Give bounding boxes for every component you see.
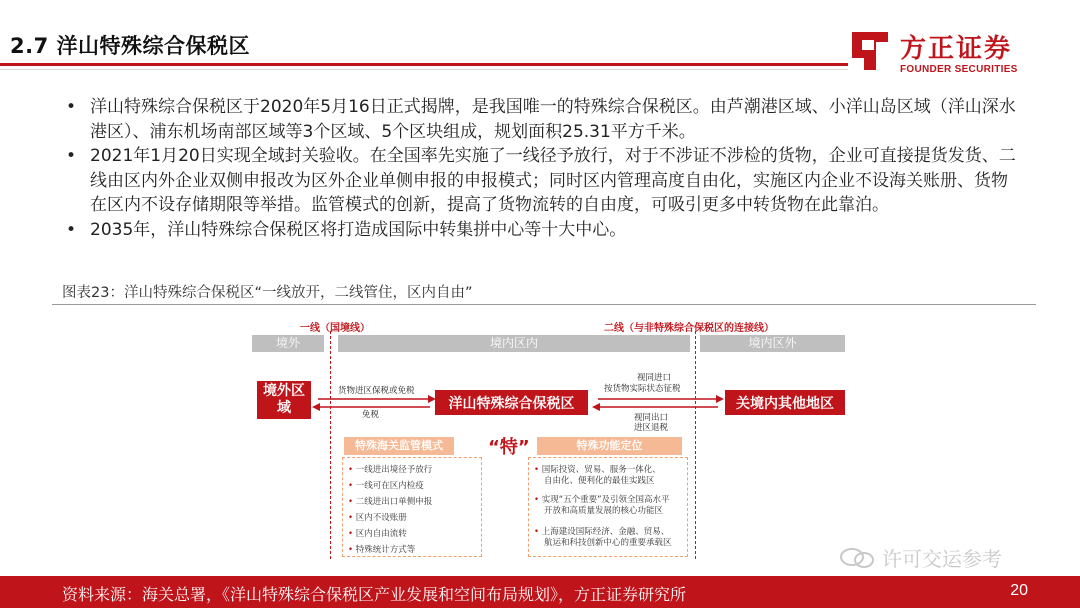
bullet-dot-icon: • [66, 219, 77, 240]
function-item-cont: 开放和高质量发展的核心功能区 [544, 506, 664, 516]
page-number: 20 [1010, 582, 1028, 599]
box-domestic: 关境内其他地区 [725, 390, 845, 415]
customs-item: • 区内自由流转 [348, 529, 407, 539]
bullet-list [62, 95, 1022, 242]
arrow-right-top-label-1: 视同进口 [637, 373, 672, 383]
bullet-text: 洋山特殊综合保税区于2020年5月16日正式揭牌，是我国唯一的特殊综合保税区。由芦潮港区域、小洋山岛区域（洋山深水港区）、浦东机场南部区域等3个区域、5个区块组成，规划面积25.31平方千米。 [90, 97, 1016, 142]
bullet-dot-icon: • [66, 146, 77, 166]
zone-outside-bar: 境外 [252, 335, 324, 352]
bullet-dot-icon: • [66, 97, 77, 117]
function-item-cont: 自由化、便利化的最佳实践区 [544, 476, 655, 486]
founder-logo-icon [848, 28, 892, 74]
page-title: 2.7 洋山特殊综合保税区 [10, 34, 251, 58]
arrow-right-top-label-2: 按货物实际状态征税 [604, 384, 681, 394]
brand-logo [848, 28, 1048, 80]
function-title: 特殊功能定位 [537, 437, 682, 455]
arrow-right-bottom-label-2: 进区退税 [634, 423, 669, 433]
box-abroad: 境外区域 [257, 381, 311, 419]
customs-diagram [252, 315, 858, 560]
customs-item: • 特殊统计方式等 [348, 545, 416, 555]
bullet-item [62, 218, 1022, 243]
title-rule [0, 63, 848, 66]
bullet-item [62, 144, 1022, 218]
figure-caption: 图表23：洋山特殊综合保税区“一线放开，二线管住，区内自由” [62, 285, 473, 301]
bullet-item [62, 95, 1022, 144]
function-item-cont: 航运和科技创新中心的重要承载区 [544, 538, 672, 548]
line1-divider [330, 331, 331, 559]
caption-rule [52, 304, 1036, 305]
customs-item: • 区内不设账册 [348, 513, 407, 523]
function-item: • 实现“五个重要”及引领全国高水平 [534, 495, 670, 505]
footer-bar [0, 576, 1080, 608]
customs-item: • 一线进出境径予放行 [348, 465, 433, 475]
bullet-text: 2021年1月20日实现全域封关验收。在全国率先实施了一线径予放行，对于不涉证不涉检的货物，企业可直接提货发货、二线由区内外企业双侧申报改为区外企业单侧申报的申报模式；同时区内管理高度自由化，实施区内企业不设海关账册、货物在区内不设存储期限等举措。监管模式的创新，提高了货物流转的自由度，可吸引更多中转货物在此靠泊。 [90, 146, 1016, 215]
footer-source: 资料来源：海关总署，《洋山特殊综合保税区产业发展和空间布局规划》，方正证券研究所 [62, 585, 687, 604]
te-label: “特” [488, 437, 530, 458]
line1-label: 一线（国境线） [300, 323, 370, 334]
title-rule-thin [0, 69, 848, 70]
customs-item: • 二线进出口单侧申报 [348, 497, 433, 507]
zone-domestic-bar: 境内区外 [700, 335, 845, 352]
bullet-text: 2035年，洋山特殊综合保税区将打造成国际中转集拼中心等十大中心。 [90, 219, 627, 240]
customs-item: • 一线可在区内检疫 [348, 481, 424, 491]
customs-mode-title: 特殊海关监管模式 [344, 437, 454, 455]
zone-inside-bar: 境内区内 [338, 335, 690, 352]
logo-text-cn: 方正证券 [900, 34, 1013, 64]
box-center: 洋山特殊综合保税区 [435, 390, 588, 415]
watermark-text: 许可交运参考 [882, 547, 1002, 571]
function-item: • 上海建设国际经济、金融、贸易、 [534, 527, 670, 537]
function-item: • 国际投资、贸易、服务一体化、 [534, 465, 661, 475]
line2-divider [695, 331, 696, 559]
arrow-left-bottom-label: 免税 [362, 410, 380, 420]
arrow-left-top-label: 货物进区保税或免税 [338, 386, 415, 396]
double-arrow-right [592, 395, 724, 411]
line2-label: 二线（与非特殊综合保税区的连接线） [604, 323, 774, 334]
arrow-right-bottom-label-1: 视同出口 [634, 413, 669, 423]
wechat-icon [838, 547, 878, 569]
logo-text-en: FOUNDER SECURITIES [900, 64, 1018, 75]
